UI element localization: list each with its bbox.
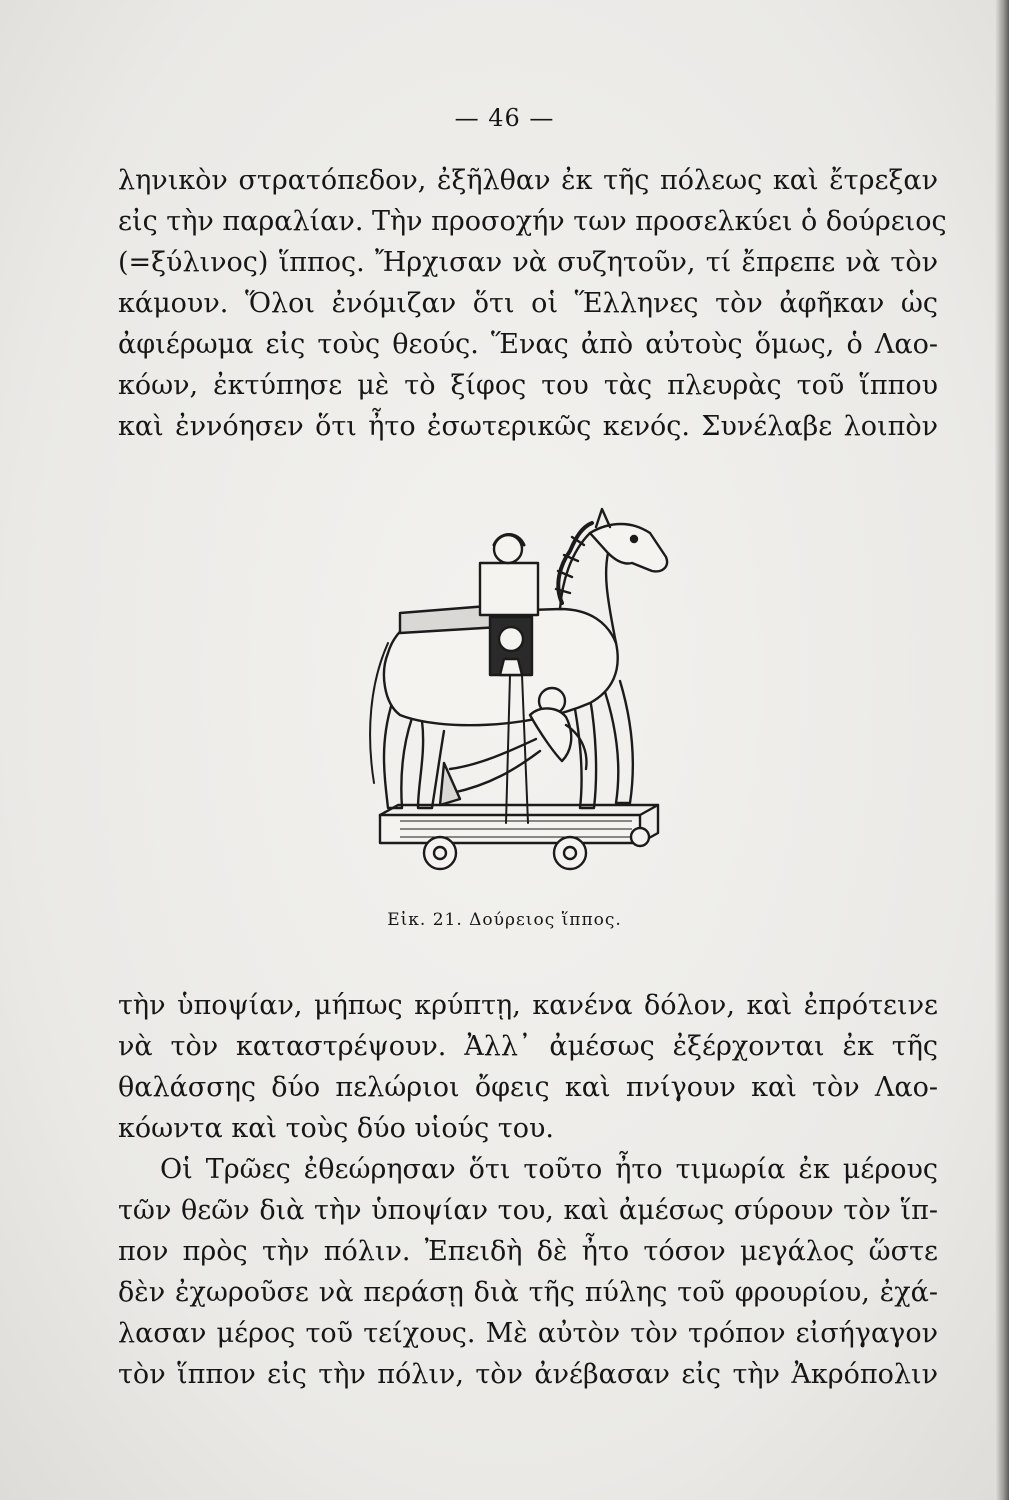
text-line: ἀφιέρωμα εἰς τοὺς θεούς. Ἕνας ἀπὸ αὐτοὺς ὅμως, ὁ Λαο-	[118, 329, 938, 360]
horse-drawing	[340, 493, 690, 873]
text-line: καὶ ἐννόησεν ὅτι ἦτο ἐσωτερικῶς κενός. Συνέλαβε λοιπὸν	[118, 411, 938, 442]
text-line: δὲν ἐχωροῦσε νὰ περάσῃ διὰ τῆς πύλης τοῦ φρουρίου, ἐχά-	[118, 1277, 938, 1308]
text-line: κόων, ἐκτύπησε μὲ τὸ ξίφος του τὰς πλευρὰς τοῦ ἵππου	[118, 370, 938, 401]
text-line: κόωντα καὶ τοὺς δύο υἱούς του.	[118, 1113, 554, 1144]
figure-caption: Εἰκ. 21. Δούρειος ἵππος.	[387, 910, 622, 930]
paragraph-bottom	[118, 985, 938, 1395]
text-line: νὰ τὸν καταστρέψουν. Ἀλλ᾽ ἀμέσως ἐξέρχονται ἐκ τῆς	[118, 1031, 938, 1062]
text-line: κάμουν. Ὅλοι ἐνόμιζαν ὅτι οἱ Ἕλληνες τὸν ἀφῆκαν ὡς	[118, 288, 938, 319]
text-line: (=ξύλινος) ἵππος. Ἤρχισαν νὰ συζητοῦν, τί ἔπρεπε νὰ τὸν	[118, 247, 938, 278]
text-line: Οἱ Τρῶες ἐθεώρησαν ὅτι τοῦτο ἦτο τιμωρία ἐκ μέρους	[160, 1154, 938, 1185]
text-line: τὸν ἵππον εἰς τὴν πόλιν, τὸν ἀνέβασαν εἰς τὴν Ἀκρόπολιν	[118, 1359, 938, 1390]
text-line: θαλάσσης δύο πελώριοι ὄφεις καὶ πνίγουν καὶ τὸν Λαο-	[118, 1072, 938, 1103]
text-line: εἰς τὴν παραλίαν. Τὴν προσοχήν των προσελκύει ὁ δούρειος	[118, 206, 947, 237]
page-edge-shadow	[995, 0, 1009, 1500]
text-line: τὴν ὑποψίαν, μήπως κρύπτῃ, κανένα δόλον, καὶ ἐπρότεινε	[118, 990, 938, 1021]
paragraph-top	[118, 160, 947, 447]
text-line: ληνικὸν στρατόπεδον, ἐξῆλθαν ἐκ τῆς πόλεως καὶ ἔτρεξαν	[118, 165, 938, 196]
text-line: πον πρὸς τὴν πόλιν. Ἐπειδὴ δὲ ἦτο τόσον μεγάλος ὥστε	[118, 1236, 938, 1267]
text-line: τῶν θεῶν διὰ τὴν ὑποψίαν του, καὶ ἀμέσως σύρουν τὸν ἵπ-	[118, 1195, 938, 1226]
page-number: — 46 —	[454, 104, 555, 132]
trojan-horse-illustration	[340, 493, 690, 873]
text-line: λασαν μέρος τοῦ τείχους. Μὲ αὐτὸν τὸν τρόπον εἰσήγαγον	[118, 1318, 938, 1349]
